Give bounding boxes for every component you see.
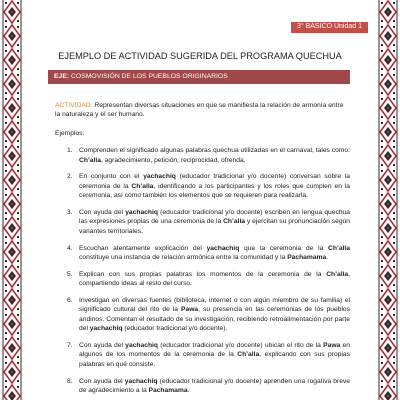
activity-label: ACTIVIDAD: (55, 102, 93, 109)
list-item-text: , su presencia en las ceremonias de los pueblos andinos. Comentan el resultado de su investigación, recibiendo retroalimentación por parte del (79, 306, 350, 333)
list-item-text: Explican con sus propias palabras los momentos de la ceremonia de la (79, 270, 327, 278)
list-item (55, 244, 350, 263)
activity-paragraph (55, 101, 350, 120)
list-item-number: 6. (67, 297, 73, 305)
list-item-text: (educador tradicional y/o docente) ubican el rito de la (157, 342, 324, 350)
list-item-text: En conjunto con el (79, 173, 144, 181)
left-decorative-border (0, 0, 24, 400)
page-title: EJEMPLO DE ACTIVIDAD SUGERIDA DEL PROGRAMA QUECHUA (58, 51, 342, 61)
andean-pattern-left (0, 0, 24, 400)
list-item-term: Ch’alla (79, 156, 101, 164)
grade-unit-badge: 3° BÁSICO Unidad 1 (291, 22, 368, 33)
list-item-text: (educador tradicional y/o docente) escriben en lengua quechua las expresiones propias de una ceremonia de la (79, 209, 350, 226)
list-item-term: yachachiq (206, 244, 240, 252)
list-item-term: Pachamama (287, 254, 327, 262)
list-item (55, 172, 350, 200)
examples-list (55, 146, 350, 395)
list-item-term: Pawa (323, 342, 341, 350)
list-item-text: Comprenden el significado algunas palabras quechua utilizadas en el carnaval, tales como: (79, 147, 350, 155)
list-item-number: 8. (67, 377, 73, 385)
list-item-text: Escuchan atentamente explicación del (79, 244, 207, 252)
list-item (55, 341, 350, 369)
list-item-text: Con ayuda del (79, 342, 126, 350)
list-item-term: Ch’alla (223, 218, 246, 226)
list-item-term: yachachiq (125, 209, 158, 217)
list-item-number: 3. (67, 209, 73, 217)
list-item-text: constituye una instancia de relación armónica entre la comunidad y la (79, 254, 288, 262)
right-decorative-border (376, 0, 400, 400)
list-item-term: Ch’alla (237, 351, 260, 359)
andean-pattern-right (376, 0, 400, 400)
activity-text: Representan diversas situaciones en que se manifiesta la relación de armonía entre la naturaleza y el ser humano. (55, 102, 344, 119)
list-item-number: 1. (67, 147, 73, 155)
list-item-text: Con ayuda del (79, 377, 125, 385)
list-item-term: Pachamama (148, 387, 188, 395)
list-item-term: yachachiq (89, 325, 123, 333)
list-item-number: 2. (67, 173, 73, 181)
list-item-term: Ch’alla (131, 182, 154, 190)
list-item-term: yachachiq (125, 342, 158, 350)
list-item-text: Con ayuda del (79, 209, 126, 217)
eje-label: EJE: (54, 73, 70, 80)
list-item-number: 4. (67, 244, 73, 252)
examples-label: Ejemplos: (55, 129, 85, 137)
list-item-text: , identificando a los participantes y los roles que cumplen en la ceremonia, así como también los elementos que se requieren para realizarla. (79, 182, 350, 200)
list-item-number: 5. (67, 270, 73, 278)
list-item-text: en algunos de los momentos de la ceremonia de la (79, 342, 350, 359)
list-item-text: Investigan en diversas fuentes (biblioteca, internet o con algún miembro de su familia) el significado cultural del rito de la (79, 297, 350, 314)
list-item-term: Ch’alla (326, 270, 349, 278)
list-item (55, 146, 350, 165)
list-item-text: que la ceremonia de la (239, 244, 329, 252)
list-item-text: , explicando con sus propias palabras en qué consiste. (79, 351, 350, 368)
list-item (55, 208, 350, 236)
list-item-text: . (326, 254, 329, 262)
eje-bar (48, 70, 350, 84)
list-item-text: y ejercitan su pronunciación según variantes territoriales. (79, 218, 350, 235)
list-item-text: (educador tradicional y/o docente). (122, 325, 228, 333)
list-item (55, 296, 350, 334)
list-item-number: 7. (67, 342, 73, 350)
list-item-text: , compartiendo ideas al resto del curso. (79, 270, 350, 288)
document-body (55, 101, 350, 400)
list-item-term: yachachiq (124, 377, 158, 385)
list-item (55, 377, 350, 396)
list-item-text: , agradecimiento, petición, reciprocidad, ofrenda. (100, 156, 246, 164)
list-item (55, 270, 350, 289)
list-item-term: Ch’alla (328, 244, 350, 252)
eje-text: COSMOVISIÓN DE LOS PUEBLOS ORIGINARIOS (71, 73, 228, 80)
list-item-term: Pawa (181, 306, 199, 314)
list-item-text: (educador tradicional y/o docente) conversan sobre la ceremonia de la (79, 173, 350, 190)
list-item-text: (educador tradicional y/o docente) aprenden una rogativa breve de agradecimiento a la (79, 377, 350, 395)
list-item-text: . (187, 387, 190, 395)
list-item-term: yachachiq (143, 173, 176, 181)
